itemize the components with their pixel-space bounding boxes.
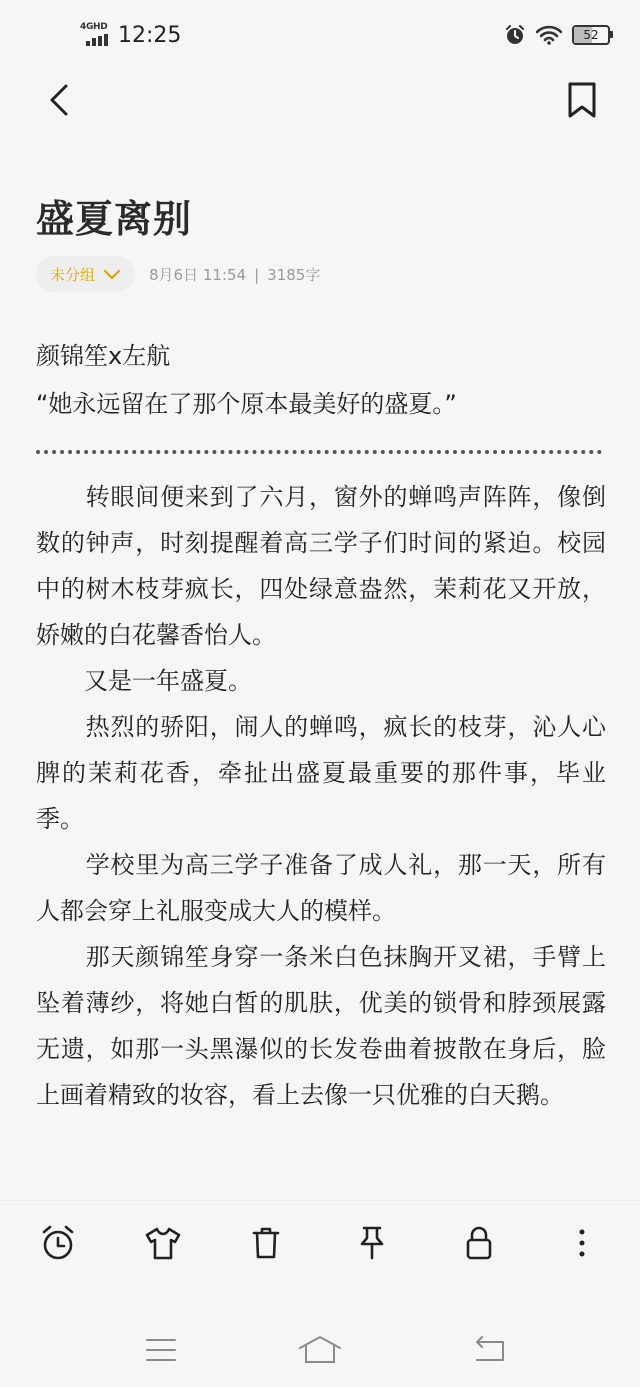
reminder-button[interactable] bbox=[34, 1219, 82, 1267]
battery-level: 52 bbox=[583, 28, 599, 42]
alarm-icon bbox=[504, 24, 526, 46]
home-icon bbox=[297, 1334, 343, 1366]
meta-separator: | bbox=[254, 265, 260, 284]
wifi-icon bbox=[536, 25, 562, 45]
menu-icon bbox=[143, 1335, 179, 1365]
paragraph: 又是一年盛夏。 bbox=[36, 667, 252, 695]
paragraph: 那天颜锦笙身穿一条米白色抹胸开叉裙，手臂上坠着薄纱，将她白皙的肌肤，优美的锁骨和脖颈展露无遗，如那一头黑瀑似的长发卷曲着披散在身后，脸上画着精致的妆容，看上去像一只优雅的白天鹅。 bbox=[36, 943, 606, 1109]
lock-icon bbox=[459, 1223, 499, 1263]
paragraph: 学校里为高三学子准备了成人礼，那一天，所有人都会穿上礼服变成大人的模样。 bbox=[36, 851, 606, 925]
bookmark-button[interactable] bbox=[560, 78, 604, 122]
paragraph: 热烈的骄阳，闹人的蝉鸣，疯长的枝芽，沁人心脾的茉莉花香，牵扯出盛夏最重要的那件事，毕业季。 bbox=[36, 713, 606, 833]
more-vertical-icon bbox=[562, 1223, 602, 1263]
chevron-down-icon bbox=[103, 268, 121, 280]
back-button[interactable] bbox=[38, 78, 82, 122]
lock-button[interactable] bbox=[455, 1219, 503, 1267]
note-info bbox=[149, 264, 320, 285]
theme-button[interactable] bbox=[139, 1219, 187, 1267]
group-selector[interactable] bbox=[36, 256, 135, 292]
delete-button[interactable] bbox=[242, 1219, 290, 1267]
clock: 12:25 bbox=[118, 22, 182, 48]
quote-line: “她永远留在了那个原本最美好的盛夏。” bbox=[36, 390, 457, 418]
paragraph: 转眼间便来到了六月，窗外的蝉鸣声阵阵，像倒数的钟声，时刻提醒着高三学子们时间的紧迫。校园中的树木枝芽疯长，四处绿意盎然，茉莉花又开放，娇嫩的白花馨香怡人。 bbox=[36, 483, 606, 649]
battery-icon bbox=[572, 25, 610, 45]
dotted-divider bbox=[36, 450, 602, 454]
chevron-left-icon bbox=[38, 78, 82, 122]
pin-button[interactable] bbox=[348, 1219, 396, 1267]
home-button[interactable] bbox=[297, 1330, 343, 1370]
pin-icon bbox=[352, 1223, 392, 1263]
group-label: 未分组 bbox=[50, 265, 96, 284]
alarm-clock-icon bbox=[38, 1223, 78, 1263]
recent-apps-button[interactable] bbox=[138, 1330, 184, 1370]
network-type: 4GHD bbox=[80, 22, 108, 32]
status-left bbox=[80, 22, 181, 48]
more-button[interactable] bbox=[558, 1219, 606, 1267]
note-title[interactable]: 盛夏离别 bbox=[36, 197, 193, 241]
status-right bbox=[504, 24, 610, 46]
system-nav-bar bbox=[0, 1310, 640, 1387]
bookmark-icon bbox=[560, 78, 604, 122]
note-body[interactable] bbox=[36, 332, 606, 1118]
note-meta bbox=[36, 256, 320, 292]
status-bar bbox=[0, 0, 640, 70]
note-date: 8月6日 11:54 bbox=[149, 265, 247, 284]
back-icon bbox=[469, 1334, 509, 1366]
back-nav-button[interactable] bbox=[466, 1330, 512, 1370]
shirt-icon bbox=[143, 1223, 183, 1263]
signal-icon bbox=[80, 22, 114, 48]
trash-icon bbox=[246, 1223, 286, 1263]
subtitle-line: 颜锦笙x左航 bbox=[36, 342, 171, 370]
note-toolbar bbox=[0, 1200, 640, 1291]
word-count: 3185字 bbox=[267, 265, 321, 284]
